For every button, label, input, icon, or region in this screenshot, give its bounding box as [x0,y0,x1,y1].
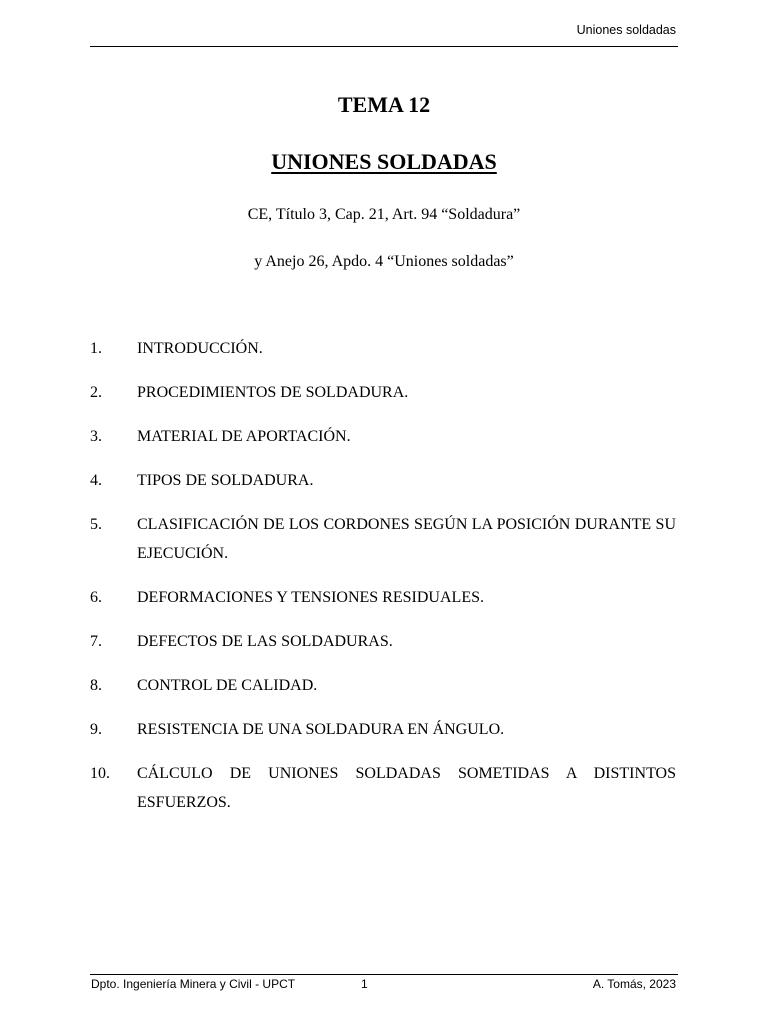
toc-item-number: 5. [90,516,102,533]
footer-page-number: 1 [361,977,368,991]
toc-item [90,715,676,744]
footer-department: Dpto. Ingeniería Minera y Civil - UPCT [91,977,296,991]
toc-item [90,422,676,451]
toc-item-text: RESISTENCIA DE UNA SOLDADURA EN ÁNGULO. [137,721,505,738]
toc-item [90,627,676,656]
toc-item-text: PROCEDIMIENTOS DE SOLDADURA. [137,384,409,401]
footer-rule [90,974,678,975]
header-rule [90,46,678,47]
toc-item-number: 4. [90,472,102,489]
toc-item-number: 3. [90,428,102,445]
toc-item [90,466,676,495]
toc-item-number: 7. [90,633,102,650]
table-of-contents [90,334,676,832]
toc-item-text: TIPOS DE SOLDADURA. [137,472,314,489]
toc-item-text: INTRODUCCIÓN. [137,340,263,357]
toc-item [90,671,676,700]
toc-item-text: CÁLCULO DE UNIONES SOLDADAS SOMETIDAS A DISTINTOS ESFUERZOS. [137,765,676,811]
toc-item-text: DEFORMACIONES Y TENSIONES RESIDUALES. [137,589,484,606]
running-header: Uniones soldadas [576,23,676,37]
toc-item-number: 6. [90,589,102,606]
toc-item-number: 2. [90,384,102,401]
toc-item-text: MATERIAL DE APORTACIÓN. [137,428,351,445]
toc-item-number: 9. [90,721,102,738]
toc-item-text: DEFECTOS DE LAS SOLDADURAS. [137,633,393,650]
toc-item-text: CLASIFICACIÓN DE LOS CORDONES SEGÚN LA POSICIÓN DURANTE SU EJECUCIÓN. [137,516,676,562]
chapter-title: UNIONES SOLDADAS [271,149,497,174]
chapter-number-title: TEMA 12 [337,92,431,117]
toc-item-number: 10. [90,765,110,782]
footer-author-year: A. Tomás, 2023 [592,977,676,991]
toc-item-number: 8. [90,677,102,694]
toc-item [90,759,676,817]
reference-line-1: CE, Título 3, Cap. 21, Art. 94 “Soldadura” [247,206,521,223]
toc-item-text: CONTROL DE CALIDAD. [137,677,318,694]
toc-item [90,583,676,612]
toc-item-number: 1. [90,340,102,357]
toc-item [90,334,676,363]
reference-line-2: y Anejo 26, Apdo. 4 “Uniones soldadas” [254,253,514,270]
toc-item [90,510,676,568]
toc-item [90,378,676,407]
